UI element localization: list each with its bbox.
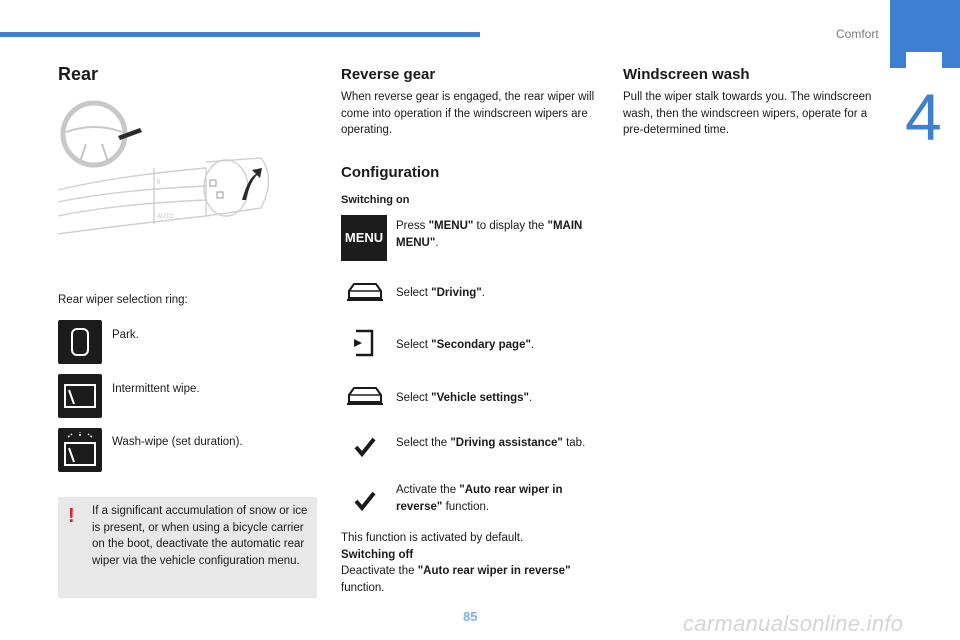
ring-label: Rear wiper selection ring: <box>58 294 188 306</box>
watermark: carmanualsonline.info <box>683 611 904 636</box>
windscreen-wash-heading: Windscreen wash <box>623 66 750 83</box>
step-select-driving: Select "Driving". <box>396 287 485 299</box>
switching-off-heading: Switching off <box>341 548 414 561</box>
step-select-secondary-page: Select "Secondary page". <box>396 339 535 351</box>
warning-text: If a significant accumulation of snow or ice is present, or when using a bicycle carrier on the boot, deactivate the automatic rear wiper via the vehicle configuration menu. <box>92 505 308 567</box>
step-activate-auto-rear-wiper: Activate the "Auto rear wiper in reverse" function. <box>396 484 563 513</box>
wash-wipe-label: Wash-wipe (set duration). <box>112 436 243 448</box>
wiper-stalk-illustration <box>56 98 282 240</box>
stalk-label-auto: AUTO <box>157 214 174 220</box>
section-name: Comfort <box>836 27 879 41</box>
switching-off-block <box>341 530 601 596</box>
chapter-number: 4 <box>905 80 942 154</box>
configuration-heading: Configuration <box>341 164 440 181</box>
default-text: This function is activated by default. <box>341 532 524 544</box>
step-driving-assistance-tab: Select the "Driving assistance" tab. <box>396 437 586 449</box>
checkmark-icon <box>352 490 392 520</box>
checkmark-icon <box>352 436 392 466</box>
wash-wipe-icon <box>58 428 102 472</box>
header-bar <box>0 32 480 37</box>
page-title: Rear <box>58 64 99 84</box>
deactivate-text: Deactivate the "Auto rear wiper in reverse" function. <box>341 565 571 594</box>
warning-box <box>58 497 317 598</box>
park-label: Park. <box>112 329 139 341</box>
warning-icon: ! <box>68 505 75 527</box>
car-icon <box>345 278 385 308</box>
secondary-page-icon <box>350 328 390 358</box>
page-number: 85 <box>463 609 478 624</box>
intermittent-label: Intermittent wipe. <box>112 383 200 395</box>
chapter-tab <box>890 0 960 68</box>
vehicle-settings-icon <box>345 382 385 412</box>
reverse-gear-heading: Reverse gear <box>341 66 436 83</box>
park-icon <box>58 320 102 364</box>
reverse-gear-text: When reverse gear is engaged, the rear wiper will come into operation if the windscreen wipers are operating. <box>341 91 595 136</box>
step-press-menu: Press "MENU" to display the "MAIN MENU". <box>396 220 583 249</box>
step-select-vehicle-settings: Select "Vehicle settings". <box>396 392 533 404</box>
switching-on-heading: Switching on <box>341 194 410 206</box>
intermittent-wipe-icon <box>58 374 102 418</box>
windscreen-wash-text: Pull the wiper stalk towards you. The windscreen wash, then the windscreen wipers, operate for a pre-determined time. <box>623 91 872 136</box>
stalk-label-zero: 0 <box>157 180 161 186</box>
menu-button-icon: MENU <box>341 215 387 261</box>
